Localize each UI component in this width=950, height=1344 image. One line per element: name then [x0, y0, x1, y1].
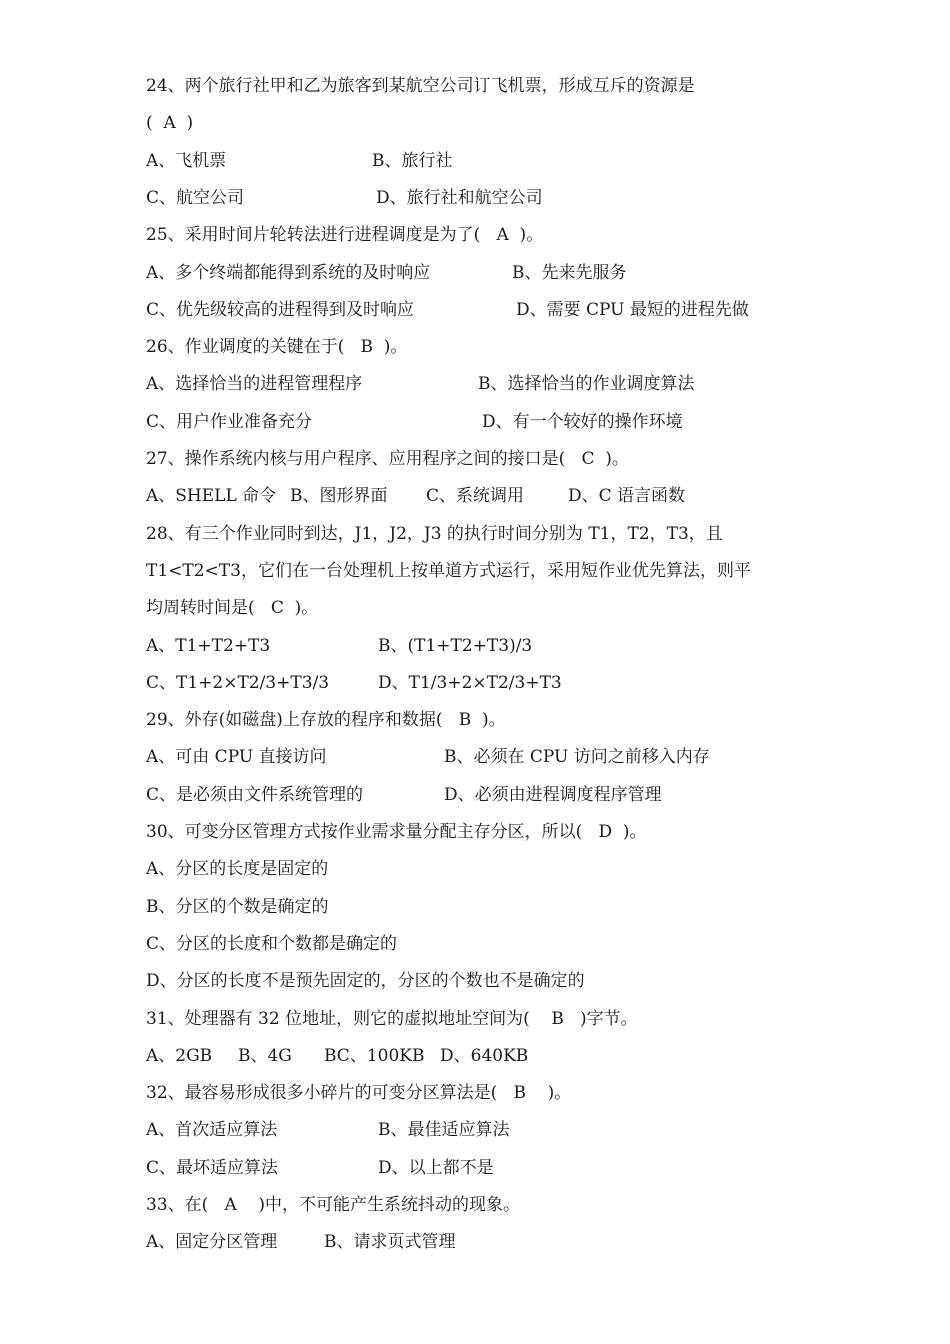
question-stem-line: 24、两个旅行社甲和乙为旅客到某航空公司订飞机票，形成互斥的资源是: [146, 76, 695, 96]
answer-option: A、T1+T2+T3: [146, 635, 271, 656]
answer-option: B、最佳适应算法: [378, 1120, 510, 1141]
answer-option: B、旅行社: [372, 150, 453, 171]
answer-option: C、是必须由文件系统管理的: [146, 784, 364, 805]
answer-option: A、2GB: [146, 1045, 213, 1066]
answer-option: C、系统调用: [426, 486, 525, 507]
answer-option: A、固定分区管理: [146, 1232, 278, 1253]
answer-option: A、可由 CPU 直接访问: [146, 747, 327, 768]
answer-option: D、C 语言函数: [568, 486, 686, 507]
answer-option: C、优先级较高的进程得到及时响应: [146, 299, 415, 320]
answer-option: B、分区的个数是确定的: [146, 896, 329, 917]
answer-option: C、T1+2×T2/3+T3/3: [146, 672, 330, 693]
question-stem-line: 26、作业调度的关键在于( B )。: [146, 337, 408, 358]
answer-option: B、先来先服务: [512, 262, 627, 283]
question-stem-line: 31、处理器有 32 位地址，则它的虚拟地址空间为( B )字节。: [146, 1008, 638, 1029]
answer-option: BC、100KB: [324, 1045, 425, 1066]
answer-option: A、选择恰当的进程管理程序: [146, 374, 363, 395]
answer-option: D、分区的长度不是预先固定的，分区的个数也不是确定的: [146, 971, 585, 992]
question-stem-line: 27、操作系统内核与用户程序、应用程序之间的接口是( C )。: [146, 449, 629, 469]
answer-option: B、(T1+T2+T3)/3: [378, 635, 533, 656]
answer-option: A、SHELL 命令: [146, 486, 277, 507]
answer-option: C、最坏适应算法: [146, 1157, 279, 1178]
answer-option: D、以上都不是: [378, 1157, 494, 1178]
answer-option: A、分区的长度是固定的: [146, 859, 329, 880]
question-stem-line: 30、可变分区管理方式按作业需求量分配主存分区，所以( D )。: [146, 822, 647, 842]
question-stem-line: 均周转时间是( C )。: [146, 598, 319, 619]
question-stem-line: 25、采用时间片轮转法进行进程调度是为了( A )。: [146, 225, 544, 246]
answer-option: A、首次适应算法: [146, 1120, 278, 1141]
answer-option: A、飞机票: [146, 150, 227, 171]
question-stem-line: 28、有三个作业同时到达，J1，J2，J3 的执行时间分别为 T1，T2，T3，且: [146, 523, 723, 544]
answer-option: B、请求页式管理: [324, 1232, 456, 1253]
question-stem-line: 33、在( A )中，不可能产生系统抖动的现象。: [146, 1195, 520, 1215]
answer-option: B、图形界面: [290, 486, 388, 507]
answer-option: D、有一个较好的操作环境: [482, 411, 683, 432]
answer-option: D、T1/3+2×T2/3+T3: [378, 672, 562, 693]
answer-option: C、航空公司: [146, 187, 245, 208]
answer-option: B、4G: [238, 1045, 292, 1066]
answer-option: B、选择恰当的作业调度算法: [478, 374, 695, 395]
answer-option: D、640KB: [440, 1045, 529, 1066]
question-stem-line: ( A ): [146, 113, 194, 134]
question-stem-line: T1<T2<T3，它们在一台处理机上按单道方式运行，采用短作业优先算法，则平: [146, 560, 751, 581]
question-stem-line: 32、最容易形成很多小碎片的可变分区算法是( B )。: [146, 1083, 572, 1104]
answer-option: D、旅行社和航空公司: [376, 187, 543, 208]
answer-option: B、必须在 CPU 访问之前移入内存: [444, 747, 710, 768]
question-stem-line: 29、外存(如磁盘)上存放的程序和数据( B )。: [146, 710, 506, 731]
answer-option: D、必须由进程调度程序管理: [444, 784, 662, 805]
answer-option: D、需要 CPU 最短的进程先做: [516, 299, 749, 320]
answer-option: C、分区的长度和个数都是确定的: [146, 933, 398, 954]
answer-option: A、多个终端都能得到系统的及时响应: [146, 262, 431, 283]
answer-option: C、用户作业准备充分: [146, 411, 313, 432]
